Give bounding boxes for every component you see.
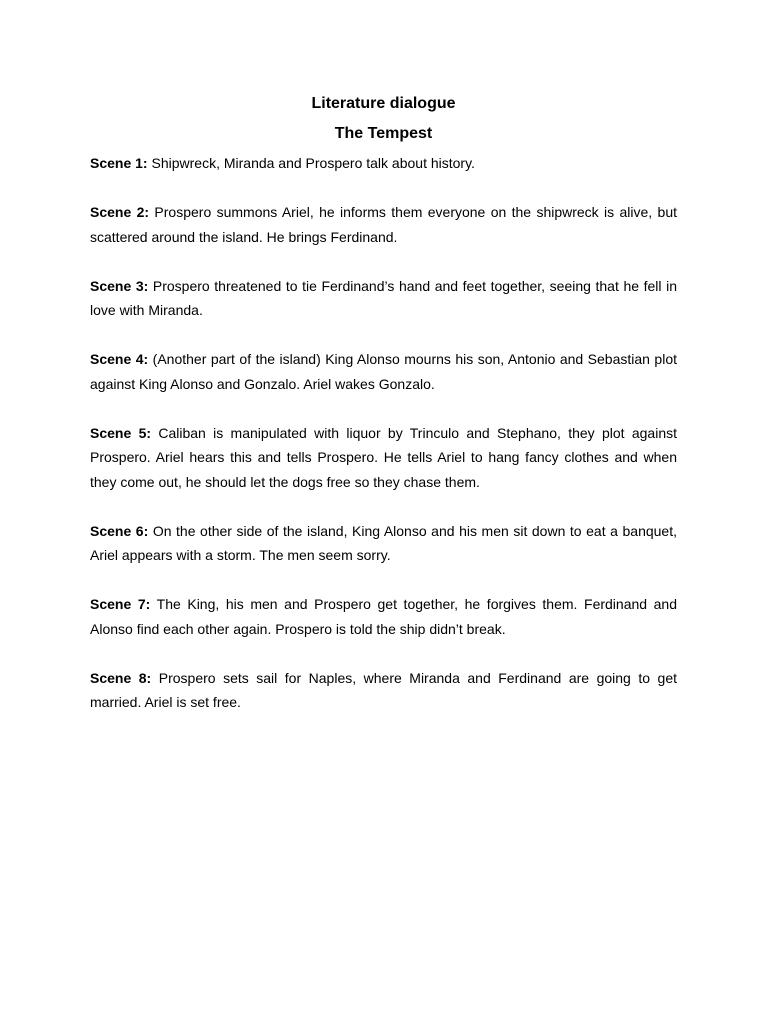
scene-3-label: Scene 3: [90, 277, 149, 294]
scene-1-text: Shipwreck, Miranda and Prospero talk about history. [151, 155, 475, 171]
scene-2-paragraph [90, 200, 677, 249]
scene-1-paragraph [90, 151, 677, 176]
document-title: Literature dialogue [311, 95, 456, 112]
scene-7-label: Scene 7: [90, 596, 151, 612]
scene-2-text: Prospero summons Ariel, he informs them everyone on the shipwreck is alive, but scattered around the island. He brings Ferdinand. [90, 204, 677, 245]
scene-6-text: On the other side of the island, King Alonso and his men sit down to eat a banquet, Ariel appears with a storm. The men seem sorry. [90, 522, 677, 563]
scene-4-paragraph [90, 347, 677, 396]
scene-1-label: Scene 1: [90, 155, 148, 171]
scene-3-text: Prospero threatened to tie Ferdinand’s hand and feet together, seeing that he fell in love with Miranda. [90, 277, 677, 318]
scene-8-label: Scene 8: [90, 669, 152, 686]
scene-8-text: Prospero sets sail for Naples, where Miranda and Ferdinand are going to get married. Ariel is set free. [90, 669, 677, 710]
scene-7-text: The King, his men and Prospero get together, he forgives them. Ferdinand and Alonso find each other again. Prospero is told the ship didn’t break. [90, 596, 678, 637]
document-subtitle: The Tempest [334, 125, 433, 142]
scene-5-text: Caliban is manipulated with liquor by Trinculo and Stephano, they plot against Prospero. Ariel hears this and tells Prospero. He tells Ariel to hang fancy clothes and when they come out, he should let the dogs free so they chase them. [90, 424, 678, 490]
scene-8-paragraph [90, 666, 677, 715]
scene-6-paragraph [90, 519, 677, 568]
scene-5-label: Scene 5: [90, 424, 152, 441]
document-page [90, 92, 677, 739]
scene-2-label: Scene 2: [90, 204, 150, 220]
scene-7-paragraph [90, 592, 677, 641]
scene-6-label: Scene 6: [90, 522, 149, 539]
scene-4-text: (Another part of the island) King Alonso mourns his son, Antonio and Sebastian plot against King Alonso and Gonzalo. Ariel wakes Gonzalo. [90, 351, 677, 392]
scene-5-paragraph [90, 421, 677, 495]
scene-3-paragraph [90, 274, 677, 323]
scene-4-label: Scene 4: [90, 351, 149, 367]
